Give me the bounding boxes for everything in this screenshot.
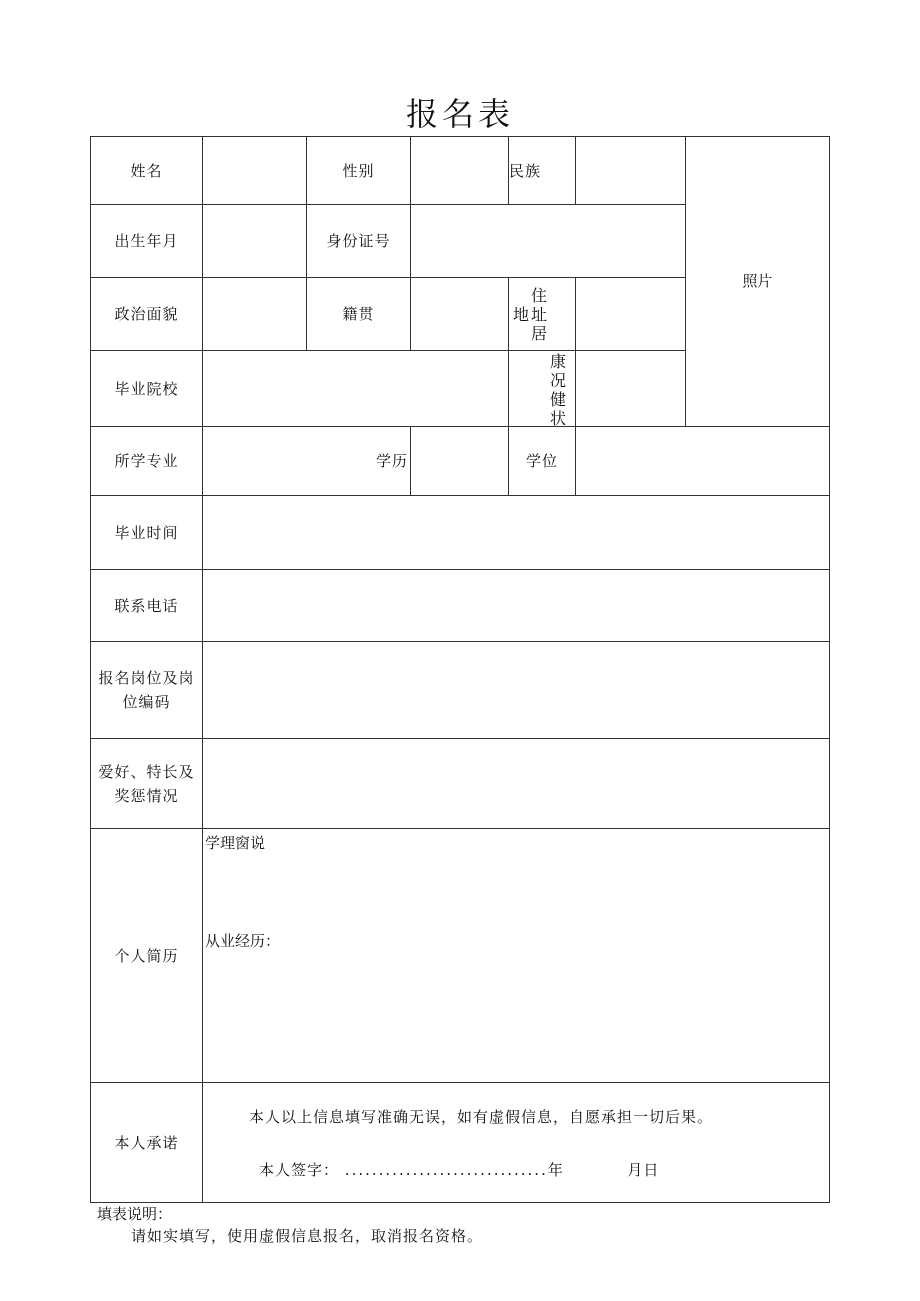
label-political: 政治面貌 [91, 278, 203, 351]
field-position[interactable] [203, 642, 830, 739]
label-hobby-line2: 奖惩情况 [114, 786, 179, 805]
label-position-line1: 报名岗位及岗 [98, 669, 195, 687]
label-health [509, 351, 576, 427]
registration-form-table [90, 136, 830, 1203]
label-resume: 个人简历 [91, 829, 203, 1083]
field-hobby[interactable] [203, 739, 830, 829]
label-position-line2: 位编码 [122, 693, 171, 711]
field-id-number[interactable] [411, 205, 686, 278]
sign-month-day: 月日 [627, 1161, 660, 1179]
health-char-1: 康 [550, 352, 567, 371]
label-hobby [91, 739, 203, 829]
resume-work-label: 从业经历： [205, 932, 281, 950]
photo-cell[interactable] [686, 137, 830, 427]
label-degree: 学位 [509, 427, 576, 496]
pledge-statement: 本人以上信息填写准确无误，如有虚假信息，自愿承担一切后果。 [249, 1108, 714, 1126]
field-name[interactable] [203, 137, 307, 205]
health-char-3: 健 [550, 390, 567, 409]
address-char-1: 住 [531, 286, 548, 305]
label-address [509, 278, 576, 351]
label-pledge: 本人承诺 [91, 1083, 203, 1203]
form-title: 报名表 [405, 95, 514, 133]
label-education: 学历 [203, 427, 411, 496]
label-id-number: 身份证号 [307, 205, 411, 278]
label-gender: 性别 [307, 137, 411, 205]
label-major: 所学专业 [91, 427, 203, 496]
field-education[interactable] [411, 427, 509, 496]
field-grad-time[interactable] [203, 496, 830, 570]
sign-label: 本人签字： [259, 1161, 340, 1179]
label-native-place: 籍贯 [307, 278, 411, 351]
field-resume[interactable] [203, 829, 830, 1083]
field-degree[interactable] [576, 427, 830, 496]
label-grad-time: 毕业时间 [91, 496, 203, 570]
field-gender[interactable] [411, 137, 509, 205]
address-char-4: 居 [531, 324, 548, 343]
label-name: 姓名 [91, 137, 203, 205]
sign-year: 年 [547, 1161, 564, 1179]
label-birth: 出生年月 [91, 205, 203, 278]
field-political[interactable] [203, 278, 307, 351]
label-position [91, 642, 203, 739]
label-school: 毕业院校 [91, 351, 203, 427]
health-char-2: 况 [550, 371, 567, 390]
resume-study-label: 学理窗说 [205, 834, 266, 852]
address-char-3: 址 [531, 305, 548, 324]
field-phone[interactable] [203, 570, 830, 642]
field-birth[interactable] [203, 205, 307, 278]
sign-dots: .............................. [344, 1161, 548, 1179]
field-ethnicity[interactable] [576, 137, 686, 205]
label-phone: 联系电话 [91, 570, 203, 642]
field-address[interactable] [576, 278, 686, 351]
label-hobby-line1: 爱好、特长及 [98, 762, 195, 781]
address-char-2: 地 [513, 305, 530, 324]
health-char-4: 状 [550, 409, 567, 428]
photo-label: 照片 [742, 272, 773, 290]
field-native-place[interactable] [411, 278, 509, 351]
pledge-signature-line[interactable] [259, 1158, 659, 1182]
pledge-cell [203, 1083, 830, 1203]
notes-text: 请如实填写，使用虚假信息报名，取消报名资格。 [131, 1227, 484, 1245]
notes-heading: 填表说明： [97, 1205, 173, 1223]
filling-notes [97, 1203, 483, 1247]
label-ethnicity: 民族 [509, 137, 576, 205]
field-school[interactable] [203, 351, 509, 427]
field-health[interactable] [576, 351, 686, 427]
